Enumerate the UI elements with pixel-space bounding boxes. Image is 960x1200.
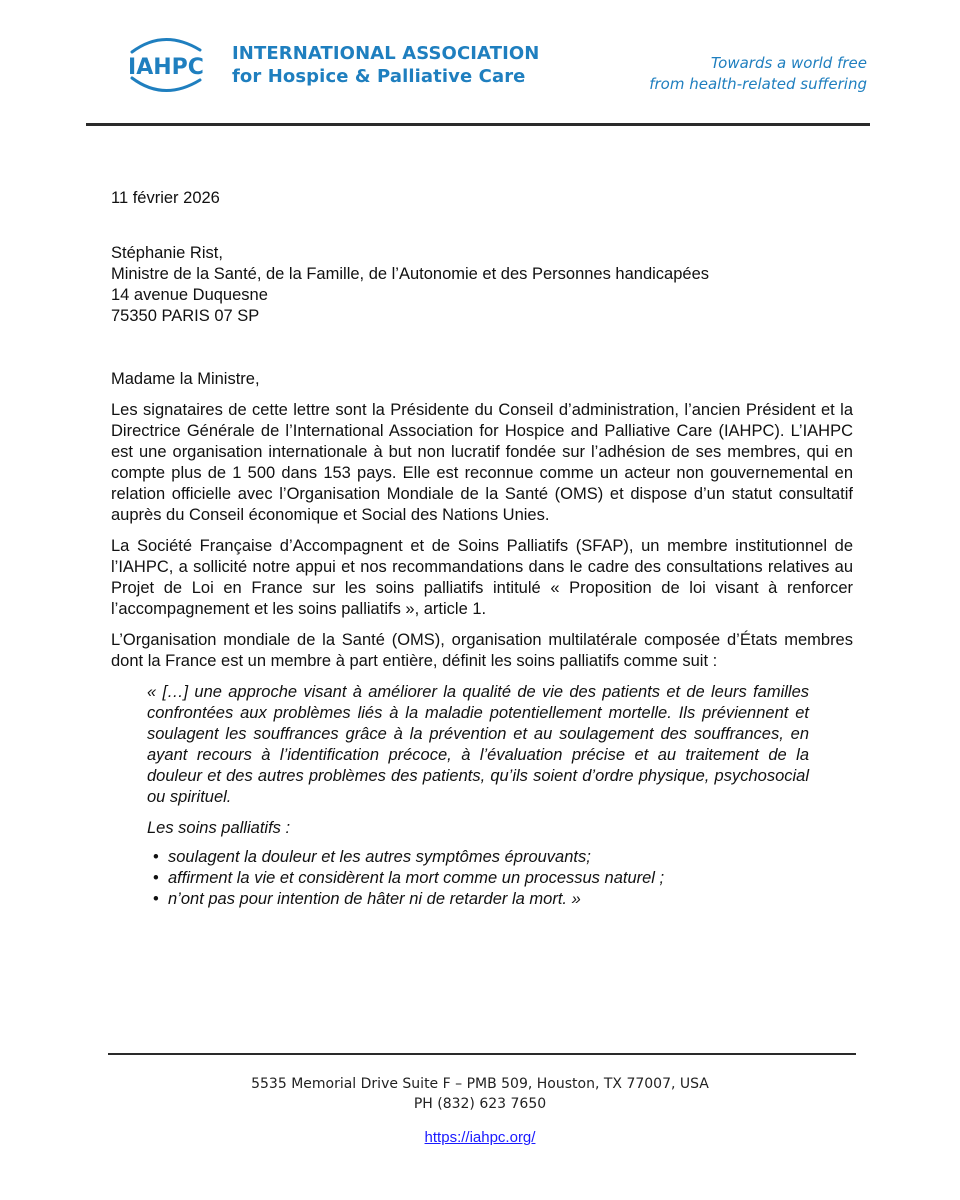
letter-body — [111, 188, 853, 910]
list-item — [147, 868, 809, 889]
tagline-line-2: from health-related suffering — [649, 75, 867, 93]
tagline — [649, 53, 867, 95]
quote-text: « […] une approche visant à améliorer la qualité de vie des patients et de leurs familles confrontées aux problèmes liés à la maladie potentiellement mortelle. Ils préviennent et soulagent les souffrances grâce à la prévention et au soulagement des souffrances, en ayant recours à l’identification précoce, à l’évaluation précise et au traitement de la douleur et des autres problèmes des patients, qu’ils soient d’ordre physique, psychosocial ou spirituel. — [147, 683, 809, 806]
footer-address: 5535 Memorial Drive Suite F – PMB 509, Houston, TX 77007, USA — [251, 1076, 709, 1092]
logo-text: IAHPC — [128, 55, 204, 80]
list-item-text: affirment la vie et considèrent la mort comme un processus naturel ; — [168, 869, 665, 887]
recipient-street: 14 avenue Duquesne — [111, 286, 268, 304]
quote-bullet-list — [147, 847, 809, 910]
association-line-2: for Hospice & Palliative Care — [232, 66, 526, 87]
salutation: Madame la Ministre, — [111, 370, 260, 388]
paragraph-2: La Société Française d’Accompagnent et de Soins Palliatifs (SFAP), un membre institutionnel de l’IAHPC, a sollicité notre appui et nos recommandations dans le cadre des consultations relatives au Projet de Loi en France sur les soins palliatifs intitulé « Proposition de loi visant à renforcer l’accompagnement et les soins palliatifs », article 1. — [111, 537, 853, 618]
logo-arc-icon — [112, 30, 220, 98]
bullet-icon: • — [153, 869, 159, 887]
association-line-1: INTERNATIONAL ASSOCIATION — [232, 43, 540, 64]
quote-subheading: Les soins palliatifs : — [147, 819, 291, 837]
footer-divider — [108, 1053, 856, 1055]
recipient-title: Ministre de la Santé, de la Famille, de l’Autonomie et des Personnes handicapées — [111, 265, 710, 283]
footer — [0, 1074, 960, 1148]
paragraph-1: Les signataires de cette lettre sont la Présidente du Conseil d’administration, l’ancien Président et la Directrice Générale de l’International Association for Hospice and Palliative Care (IAHPC). L’IAHPC est une organisation internationale à but non lucratif fondée sur l’adhésion de ses membres, qui en compte plus de 1 500 dans 153 pays. Elle est reconnue comme un acteur non gouvernemental en relation officielle avec l’Organisation Mondiale de la Santé (OMS) et dispose d’un statut consultatif auprès du Conseil économique et Social des Nations Unies. — [111, 401, 853, 524]
letter-date: 11 février 2026 — [111, 189, 220, 207]
association-name — [232, 42, 539, 88]
iahpc-logo — [112, 30, 220, 98]
recipient-name: Stéphanie Rist, — [111, 244, 223, 262]
header-divider — [86, 123, 870, 126]
tagline-line-1: Towards a world free — [710, 54, 867, 72]
footer-phone: PH (832) 623 7650 — [413, 1096, 547, 1112]
paragraph-3: L’Organisation mondiale de la Santé (OMS), organisation multilatérale composée d’États membres dont la France est un membre à part entière, définit les soins palliatifs comme suit : — [111, 631, 853, 670]
website-link[interactable]: https://iahpc.org/ — [424, 1129, 536, 1146]
who-definition-quote — [147, 682, 809, 910]
recipient-address — [111, 243, 853, 327]
list-item-text: n’ont pas pour intention de hâter ni de retarder la mort. » — [168, 890, 581, 908]
bullet-icon: • — [153, 848, 159, 866]
bullet-icon: • — [153, 890, 159, 908]
recipient-city: 75350 PARIS 07 SP — [111, 307, 260, 325]
list-item — [147, 889, 809, 910]
list-item-text: soulagent la douleur et les autres symptômes éprouvants; — [168, 848, 591, 866]
list-item — [147, 847, 809, 868]
